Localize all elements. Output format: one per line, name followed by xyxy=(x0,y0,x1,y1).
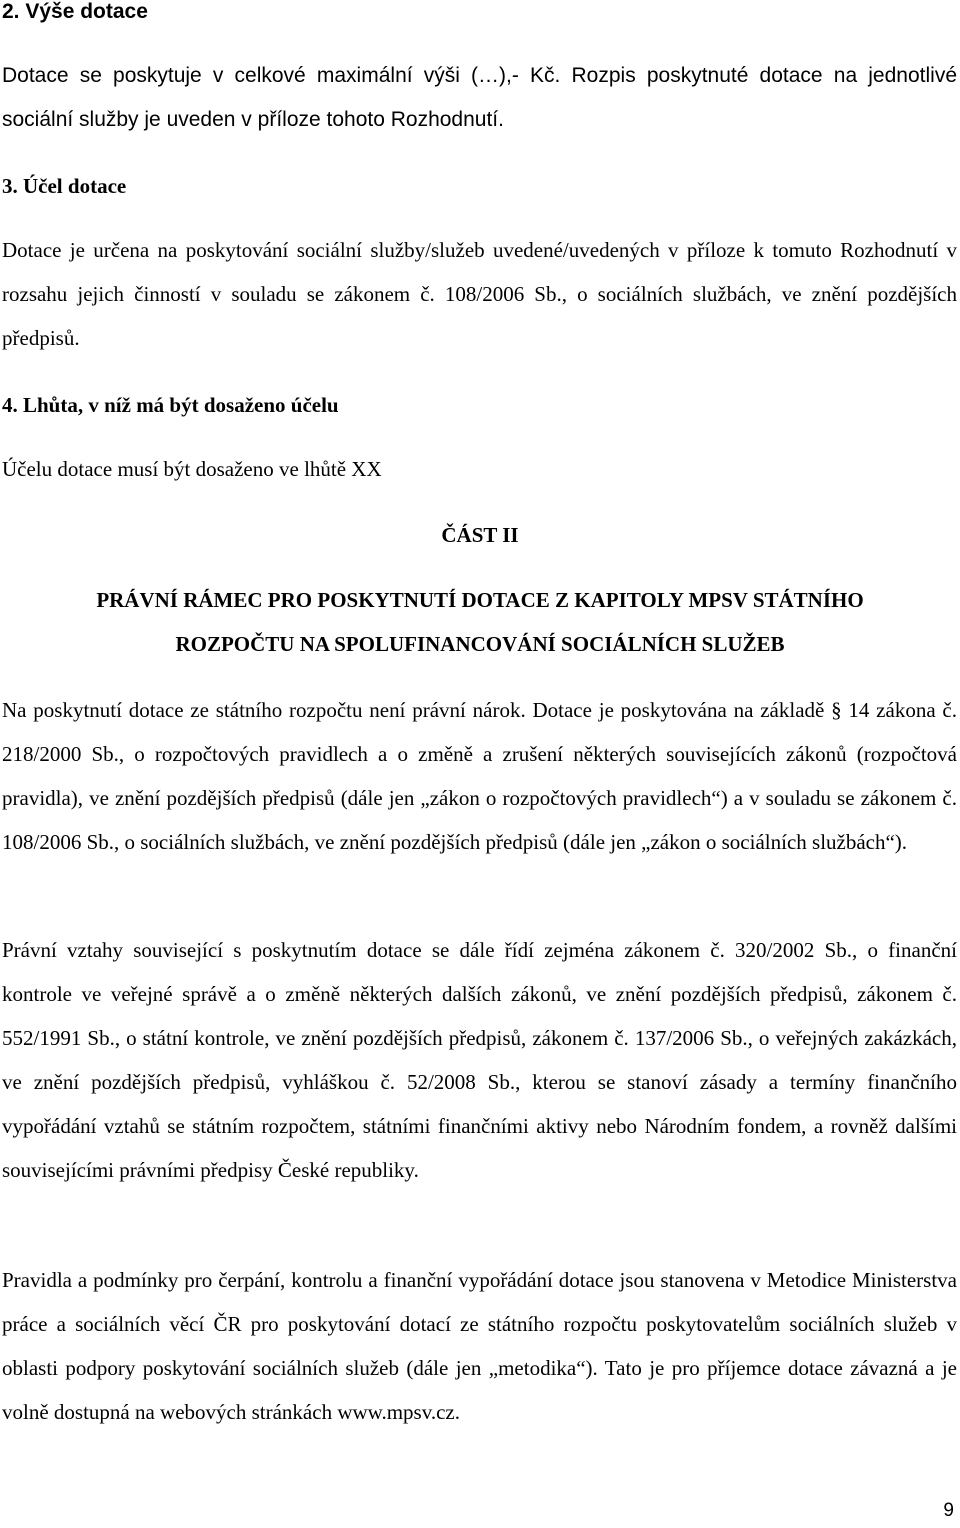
section-4-paragraph: Účelu dotace musí být dosaženo ve lhůtě XX xyxy=(2,457,382,481)
legal-framework-paragraph: Na poskytnutí dotace ze státního rozpočtu není právní nárok. Dotace je poskytována na základě § 14 zákona č. 218/2000 Sb., o rozpočtových pravidlech a o změně a zrušení některých souvisejících zákonů (rozpočtová pravidla), ve znění pozdějších předpisů (dále jen „zákon o rozpočtových pravidlech“) a v souladu se zákonem č. 108/2006 Sb., o sociálních službách, ve znění pozdějších předpisů (dále jen „zákon o sociálních službách“). xyxy=(2,698,957,854)
part-2-subtitle-line-1: PRÁVNÍ RÁMEC PRO POSKYTNUTÍ DOTACE Z KAPITOLY MPSV STÁTNÍHO xyxy=(96,588,864,612)
legal-relations-paragraph: Právní vztahy související s poskytnutím dotace se dále řídí zejména zákonem č. 320/2002 Sb., o finanční kontrole ve veřejné správě a o změně některých dalších zákonů, ve znění pozdějších předpisů, zákonem č. 552/1991 Sb., o státní kontrole, ve znění pozdějších předpisů, zákonem č. 137/2006 Sb., o veřejných zakázkách, ve znění pozdějších předpisů, vyhláškou č. 52/2008 Sb., kterou se stanoví zásady a termíny finančního vypořádání vztahů se státním rozpočtem, státními finančními aktivy nebo Národním fondem, a rovněž dalšími souvisejícími právními předpisy České republiky. xyxy=(2,938,957,1182)
part-2-subtitle-line-2: ROZPOČTU NA SPOLUFINANCOVÁNÍ SOCIÁLNÍCH SLUŽEB xyxy=(175,632,785,656)
section-2-heading: 2. Výše dotace xyxy=(2,0,148,23)
rules-methodology-paragraph: Pravidla a podmínky pro čerpání, kontrolu a finanční vypořádání dotace jsou stanovena v Metodice Ministerstva práce a sociálních věcí ČR pro poskytování dotací ze státního rozpočtu poskytovatelům sociálních služeb v oblasti podpory poskytování sociálních služeb (dále jen „metodika“). Tato je pro příjemce dotace závazná a je volně dostupná na webových stránkách www.mpsv.cz. xyxy=(2,1268,957,1424)
page-number: 9 xyxy=(943,1500,954,1521)
part-2-title: ČÁST II xyxy=(441,523,519,547)
section-2-paragraph: Dotace se poskytuje v celkové maximální výši (…),- Kč. Rozpis poskytnuté dotace na jednotlivé sociální služby je uveden v příloze tohoto Rozhodnutí. xyxy=(2,64,957,131)
section-3-paragraph: Dotace je určena na poskytování sociální služby/služeb uvedené/uvedených v příloze k tomuto Rozhodnutí v rozsahu jejich činností v souladu se zákonem č. 108/2006 Sb., o sociálních službách, ve znění pozdějších předpisů. xyxy=(2,238,957,350)
section-3-heading: 3. Účel dotace xyxy=(2,174,127,198)
section-4-heading: 4. Lhůta, v níž má být dosaženo účelu xyxy=(2,393,339,417)
